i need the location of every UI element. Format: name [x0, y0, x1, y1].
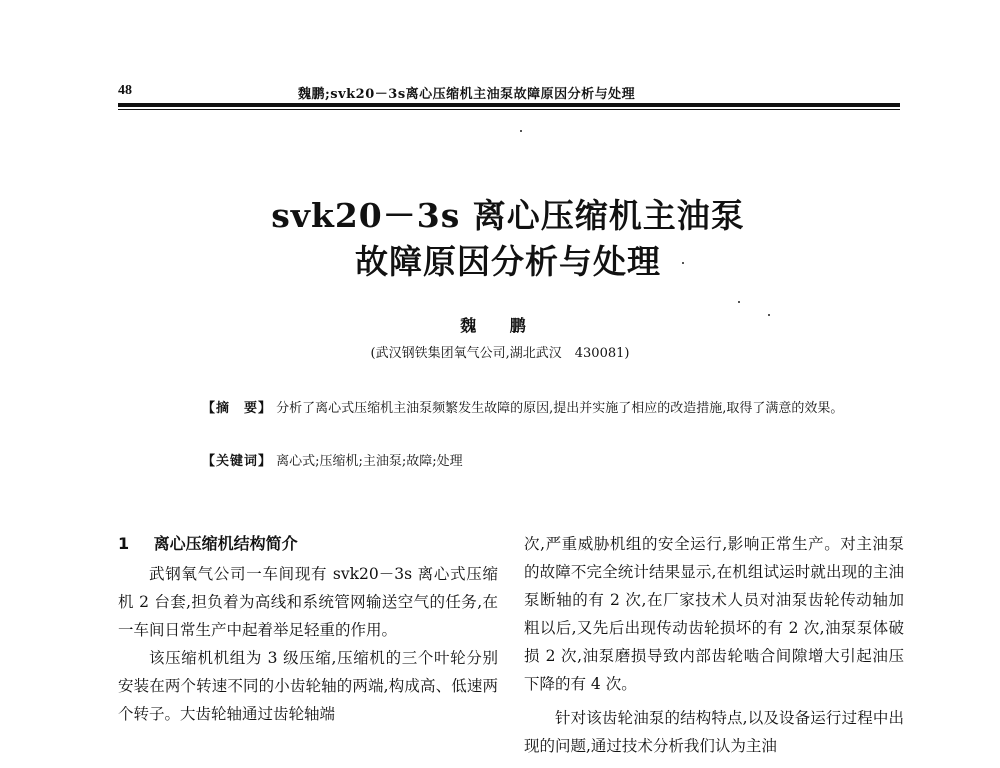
- abstract-label: 【摘 要】: [202, 401, 273, 416]
- page-number: 48: [118, 83, 132, 98]
- body-paragraph: 针对该齿轮油泵的结构特点,以及设备运行过程中出现的问题,通过技术分析我们认为主油: [524, 709, 904, 755]
- scan-speck: [520, 130, 522, 132]
- body-paragraph: 次,严重威胁机组的安全运行,影响正常生产。对主油泵的故障不完全统计结果显示,在机组试运时就出现的主油泵断轴的有 2 次,在厂家技术人员对油泵齿轮传动轴加粗以后,又先后出现传动齿轮损坏的有 2 次,油泵泵体破损 2 次,油泵磨损导致内部齿轮啮合间隙增大引起油压下降的有 4 次。: [524, 535, 904, 693]
- section-number: 1: [118, 534, 130, 553]
- article-title-line1: svk20－3s 离心压缩机主油泵: [271, 196, 745, 235]
- author-affiliation: (武汉钢铁集团氧气公司,湖北武汉 430081): [370, 346, 630, 361]
- scan-speck: [738, 301, 740, 303]
- section-title: 离心压缩机结构简介: [153, 534, 298, 553]
- keywords-text: 离心式;压缩机;主油泵;故障;处理: [276, 454, 463, 469]
- right-column: [524, 530, 904, 760]
- body-paragraph: 该压缩机机组为 3 级压缩,压缩机的三个叶轮分别安装在两个转速不同的小齿轮轴的两端,构成高、低速两个转子。大齿轮轴通过齿轮轴端: [118, 649, 498, 723]
- running-head-title: 魏鹏;svk20－3s离心压缩机主油泵故障原因分析与处理: [298, 87, 636, 102]
- author-name: 魏 鹏: [460, 316, 540, 335]
- abstract: [170, 398, 860, 420]
- abstract-text: 分析了离心式压缩机主油泵频繁发生故障的原因,提出并实施了相应的改造措施,取得了满意的效果。: [276, 401, 844, 416]
- body-paragraph: 武钢氧气公司一车间现有 svk20－3s 离心式压缩机 2 台套,担负着为高线和系统管网输送空气的任务,在一车间日常生产中起着举足轻重的作用。: [118, 565, 498, 639]
- left-column: [118, 530, 498, 728]
- running-head: [118, 83, 898, 101]
- header-rule-thin: [118, 109, 900, 110]
- section-heading: [118, 530, 498, 558]
- header-rule-thick: [118, 103, 900, 107]
- article-title-line2: 故障原因分析与处理: [355, 242, 661, 281]
- keywords: [202, 450, 463, 469]
- keywords-label: 【关键词】: [202, 454, 273, 469]
